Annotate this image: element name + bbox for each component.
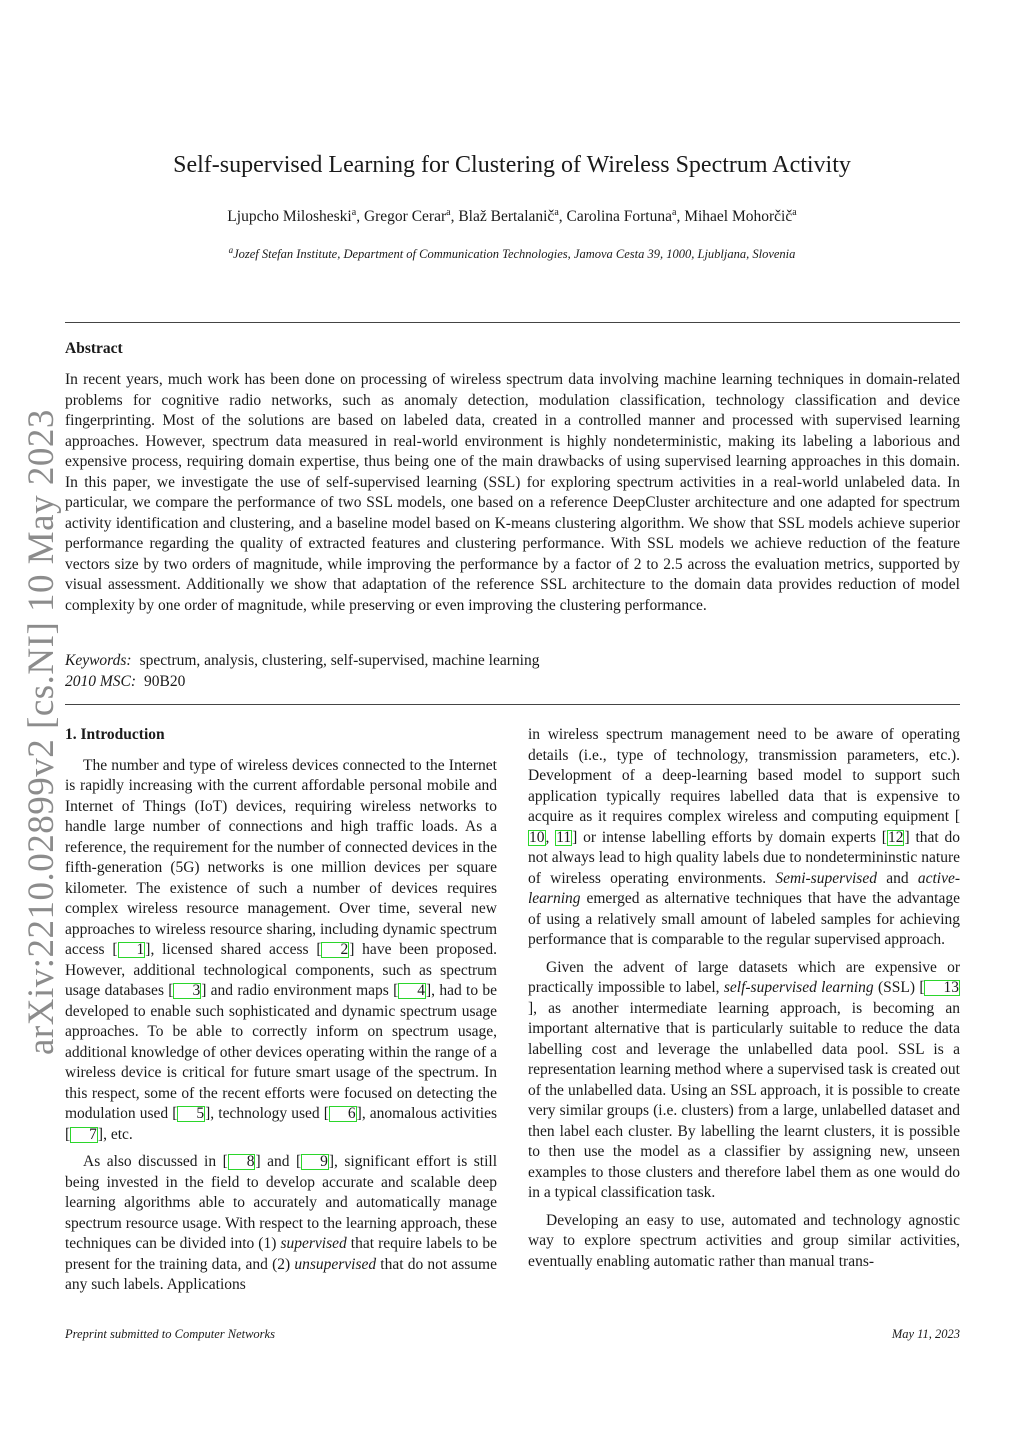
emphasis: Semi-supervised — [775, 869, 877, 887]
citation-link-11[interactable]: 11 — [556, 828, 572, 846]
author-affiliation-marker: a — [554, 207, 559, 218]
citation-link-10[interactable]: 10 — [529, 828, 545, 846]
emphasis: supervised — [280, 1235, 347, 1252]
emphasis: active-learning — [528, 869, 960, 907]
msc-label: 2010 MSC: — [65, 673, 137, 690]
footer-date: May 11, 2023 — [891, 1327, 960, 1341]
intro-paragraph-2: As also discussed in [ 8] and [ 9], significant effort is still being invested in the field to develop accurate and scalable deep learning algorithms able to accurately and automatically manage spectrum resource usage. With respect to the learning approach, these techniques can be divided into (1) supervised that require labels to be present for the training data, and (2) unsupervised that do not assume any such labels. Applications — [65, 1153, 497, 1293]
author-affiliation-marker: a — [792, 207, 797, 218]
abstract-body: In recent years, much work has been done on processing of wireless spectrum data involving machine learning techniques in domain-related problems for cognitive radio networks, such as anomaly detection, modulation classification, technology classification and device fingerprinting. Most of the solutions are based on labeled data, created in a controlled manner and processed with supervised learning approaches. However, spectrum data measured in real-world environment is highly nondeterministic, making its labeling a laborious and expensive process, requiring domain expertise, thus being one of the main drawbacks of using supervised learning approaches in this domain. In this paper, we investigate the use of self-supervised learning (SSL) for exploring spectrum activities in a real-world unlabeled data. In particular, we compare the performance of two SSL models, one based on a reference DeepCluster architecture and one adapted for spectrum activity identification and clustering, and a baseline model based on K-means clustering algorithm. We show that SSL models achieve superior performance regarding the quality of extracted features and clustering performance. With SSL models we achieve reduction of the feature vectors size by two orders of magnitude, while improving the performance by a factor of 2 to 2.5 across the evaluation metrics, supported by visual assessment. Additionally we show that adaptation of the reference SSL architecture to the domain data provides reduction of model complexity by one order of magnitude, while preserving or even improving the clustering performance. — [65, 371, 960, 614]
section-heading-introduction: 1. Introduction — [65, 726, 165, 743]
citation-link-4[interactable]: 4 — [398, 983, 426, 999]
affiliation — [0, 245, 1024, 263]
emphasis: unsupervised — [294, 1255, 377, 1273]
affiliation-marker: a — [228, 245, 234, 255]
emphasis: self-supervised learning — [723, 979, 874, 996]
author-affiliation-marker: a — [351, 207, 357, 218]
bottom-divider — [65, 704, 960, 705]
citation-link-8[interactable]: 8 — [228, 1154, 256, 1170]
intro-paragraph-3: Given the advent of large datasets which are expensive or practically impossible to label, self-supervised learning (SSL) [ 13], as another intermediate learning approach, is becoming an important alternative that is particularly suitable to reduce the data labelling cost and leverage the unlabelled data pool. SSL is a representation learning method where a supervised task is created out of the unlabelled data. Using an SSL approach, it is possible to create very similar groups (i.e. clusters) from a large, unlabelled dataset and then label each cluster. By labelling the learnt clusters, it is possible to then use the model as a classifier by assigning new, unseen examples to those clusters and therefore label them as one would do in a typical classification task. — [528, 958, 960, 1201]
citation-link-1[interactable]: 1 — [118, 942, 146, 958]
citation-link-3[interactable]: 3 — [173, 983, 201, 999]
citation-link-9[interactable]: 9 — [301, 1154, 329, 1170]
author-affiliation-marker: a — [671, 207, 677, 218]
author-name: Ljupcho Milosheski — [227, 208, 352, 225]
author-affiliation-marker: a — [446, 207, 451, 218]
right-column — [528, 725, 960, 1279]
keywords-block — [65, 650, 960, 692]
left-column — [65, 725, 497, 1303]
keywords-label: Keywords: — [65, 652, 132, 669]
citation-link-13[interactable]: 13 — [924, 980, 960, 996]
intro-paragraph-1: The number and type of wireless devices connected to the Internet is rapidly increasing with the current affordable personal mobile and Internet of Things (IoT) devices, requiring wireless networks to handle large number of connections and high traffic loads. As a reference, the requirement for the number of connected devices in the fifth-generation (5G) networks is one million devices per square kilometer. The existence of such a number of devices requires complex wireless resource management. Over time, several new approaches to wireless resource sharing, including dynamic spectrum access [ 1], licensed shared access [ 2] have been proposed. However, additional technological components, such as spectrum usage databases [ 3] and radio environment maps [ 4], had to be developed to enable such sophisticated and dynamic spectrum usage approaches. To be able to correctly inform on spectrum usage, additional knowledge of other devices operating within the range of a wireless device is critical for future smart usage of the spectrum. In this respect, some of the recent efforts were focused on detecting the modulation used [ 5], technology used [ 6], anomalous activities [ 7], etc. — [65, 756, 497, 1143]
citation-link-7[interactable]: 7 — [70, 1127, 98, 1143]
affiliation-text: Jozef Stefan Institute, Department of Communication Technologies, Jamova Cesta 39, 1000, Ljubljana, Slovenia — [233, 247, 796, 261]
author-name: Gregor Cerar — [363, 208, 447, 225]
msc-line — [65, 671, 960, 692]
keywords-line — [65, 650, 960, 671]
author-name: Carolina Fortuna — [566, 208, 672, 225]
author-name: Mihael Mohorčič — [684, 208, 793, 225]
keywords-value: spectrum, analysis, clustering, self-supervised, machine learning — [139, 652, 540, 669]
footer-preprint-note: Preprint submitted to Computer Networks — [65, 1327, 275, 1341]
citation-link-5[interactable]: 5 — [177, 1106, 205, 1122]
msc-value: 90B20 — [144, 673, 186, 690]
intro-paragraph-4: Developing an easy to use, automated and technology agnostic way to explore spectrum activities and group similar activities, eventually enabling automatic rather than manual trans- — [528, 1211, 960, 1270]
author-list: Ljupcho Milosheski$^a$, Gregor Cerar$^a$, Blaž Bertalanič$^a$, Carolina Fortuna$^a$, Mihael Mohorčič$^a$ — [227, 207, 797, 225]
paper-title: Self-supervised Learning for Clustering of Wireless Spectrum Activity — [173, 152, 851, 178]
intro-paragraph-2-continued: in wireless spectrum management need to be aware of operating details (i.e., type of technology, transmission parameters, etc.). Development of a deep-learning based model to support such application typically requires labelled data that is expensive to acquire as it requires complex wireless and computing equipment [10, 11] or intense labelling efforts by domain experts [12] that do not always lead to high quality labels due to nondetermininstic nature of wireless operating environments. Semi-supervised and active-learning emerged as alternative techniques that have the advantage of using a relatively small amount of labeled samples for achieving performance that is comparable to the regular supervised approach. — [528, 726, 961, 948]
arxiv-identifier-stamp: arXiv:2210.02899v2 [cs.NI] 10 May 2023 — [21, 409, 62, 1055]
citation-link-6[interactable]: 6 — [329, 1106, 357, 1122]
citation-link-12[interactable]: 12 — [887, 828, 904, 846]
citation-link-2[interactable]: 2 — [321, 942, 349, 958]
top-divider — [65, 322, 960, 323]
abstract-heading: Abstract — [65, 340, 123, 357]
author-name: Blaž Bertalanič — [458, 208, 555, 225]
